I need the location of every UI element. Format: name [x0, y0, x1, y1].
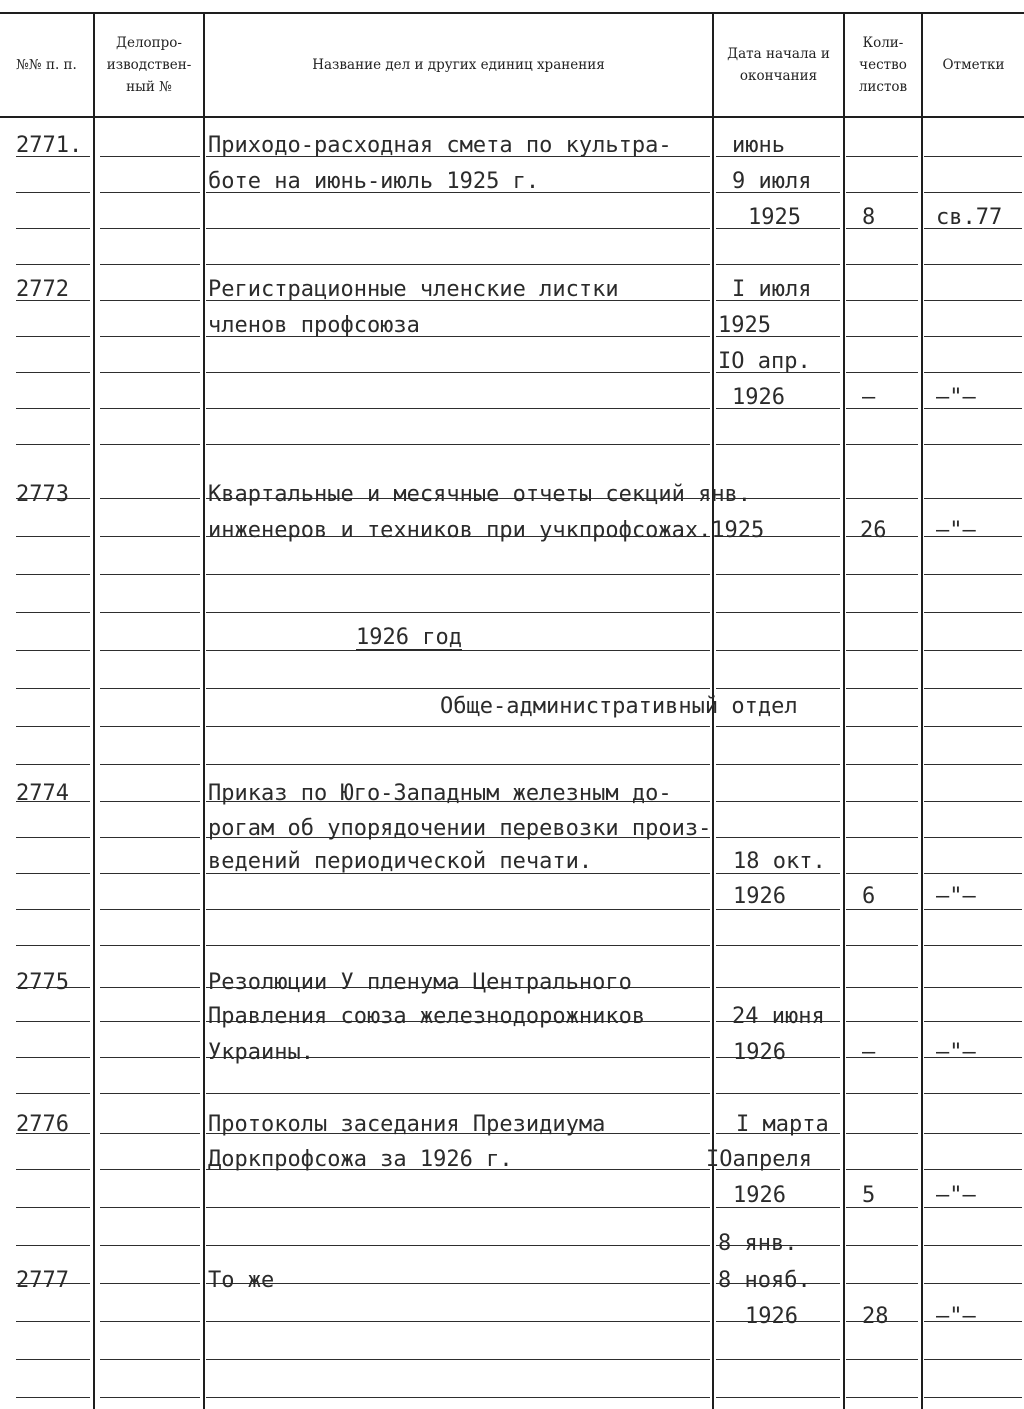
ruled-line — [16, 1397, 90, 1398]
ruled-line — [100, 1057, 200, 1058]
ruled-line — [16, 945, 90, 946]
ruled-line — [846, 1283, 918, 1284]
ruled-line — [716, 837, 840, 838]
ruled-line — [846, 726, 918, 727]
ruled-line — [924, 1021, 1022, 1022]
ruled-line — [716, 650, 840, 651]
entry-title-line: членов профсоюза — [208, 313, 420, 338]
entry-date: I марта — [736, 1112, 829, 1137]
ruled-line — [100, 300, 200, 301]
ruled-line — [206, 1359, 710, 1360]
section-year-heading: 1926 год — [356, 625, 462, 650]
ruled-line — [16, 408, 90, 409]
ruled-line — [716, 1093, 840, 1094]
ruled-line — [206, 264, 710, 265]
ruled-line — [924, 1283, 1022, 1284]
entry-notes: –"– — [936, 884, 976, 909]
ruled-line — [846, 1169, 918, 1170]
ruled-line — [846, 1359, 918, 1360]
header-number: №№ п. п. — [16, 57, 77, 73]
ruled-line — [716, 612, 840, 613]
ruled-line — [206, 1321, 710, 1322]
ruled-line — [16, 764, 90, 765]
ruled-line — [100, 945, 200, 946]
ruled-line — [16, 650, 90, 651]
ruled-line — [100, 837, 200, 838]
ruled-line — [100, 1397, 200, 1398]
ruled-line — [206, 1397, 710, 1398]
column-divider — [203, 12, 205, 1409]
ruled-line — [846, 1133, 918, 1134]
ruled-line — [100, 536, 200, 537]
column-divider — [921, 12, 923, 1409]
ruled-line — [100, 1283, 200, 1284]
ruled-line — [16, 1245, 90, 1246]
entry-date: 8 янв. — [718, 1231, 798, 1256]
ruled-line — [924, 612, 1022, 613]
entry-date: 1926 — [745, 1304, 798, 1329]
ruled-line — [16, 536, 90, 537]
ruled-line — [716, 1397, 840, 1398]
entry-date: 1926 — [732, 385, 785, 410]
entry-date: 1926 — [733, 1040, 786, 1065]
ruled-line — [924, 987, 1022, 988]
ruled-line — [206, 228, 710, 229]
ruled-line — [100, 909, 200, 910]
ruled-line — [846, 300, 918, 301]
ruled-line — [100, 1169, 200, 1170]
ruled-line — [206, 1207, 710, 1208]
entry-sheet-count: – — [862, 385, 876, 410]
entry-date: 1926 — [733, 884, 786, 909]
ruled-line — [924, 1093, 1022, 1094]
ruled-line — [16, 192, 90, 193]
ruled-line — [206, 688, 710, 689]
header-title: Название дел и других единиц хранения — [312, 57, 605, 73]
entry-date: I июля — [732, 277, 812, 302]
entry-number: 2773 — [16, 482, 69, 507]
ruled-line — [16, 1207, 90, 1208]
ruled-line — [16, 909, 90, 910]
entry-date: 8 нояб. — [718, 1268, 811, 1293]
entry-title-line: Резолюции У пленума Центрального — [208, 970, 632, 995]
ruled-line — [100, 408, 200, 409]
ruled-line — [846, 444, 918, 445]
entry-title-line: Украины. — [208, 1040, 314, 1065]
ruled-line — [100, 1093, 200, 1094]
header-sheet-count: Коли- чество листов — [858, 35, 908, 95]
entry-title-line: боте на июнь-июль 1925 г. — [208, 169, 540, 194]
ruled-line — [16, 1057, 90, 1058]
ruled-line — [846, 408, 918, 409]
entry-notes: –"– — [936, 1183, 976, 1208]
ruled-line — [716, 264, 840, 265]
ruled-line — [16, 1093, 90, 1094]
ruled-line — [924, 1397, 1022, 1398]
header-office-number: Делопро- изводствен- ный № — [106, 35, 192, 95]
ruled-line — [16, 726, 90, 727]
ruled-line — [846, 909, 918, 910]
ruled-line — [16, 228, 90, 229]
ruled-line — [846, 228, 918, 229]
ruled-line — [206, 1245, 710, 1246]
entry-sheet-count: 8 — [862, 205, 876, 230]
entry-date: 1925 — [718, 313, 771, 338]
entry-sheet-count: 5 — [862, 1183, 876, 1208]
entry-title-line: рогам об упорядочении перевозки произ- — [208, 816, 712, 841]
entry-sheet-count: 26 — [860, 518, 887, 543]
ruled-line — [100, 264, 200, 265]
entry-date: IOапреля — [706, 1147, 812, 1172]
ruled-line — [924, 688, 1022, 689]
entry-title-line: инженеров и техников при учкпрофсожах.1925 — [208, 518, 765, 543]
ruled-line — [16, 444, 90, 445]
ruled-line — [846, 264, 918, 265]
entry-sheet-count: 28 — [862, 1304, 889, 1329]
entry-number: 2775 — [16, 970, 69, 995]
ruled-line — [846, 688, 918, 689]
entry-notes: св.77 — [936, 205, 1003, 230]
ruled-line — [924, 764, 1022, 765]
entry-title-line: Квартальные и месячные отчеты секций янв. — [208, 482, 752, 507]
ruled-line — [924, 1169, 1022, 1170]
ruled-line — [100, 1245, 200, 1246]
ruled-line — [16, 873, 90, 874]
ruled-line — [716, 945, 840, 946]
ruled-line — [100, 612, 200, 613]
ruled-line — [846, 764, 918, 765]
ruled-line — [16, 336, 90, 337]
ruled-line — [100, 764, 200, 765]
ruled-line — [100, 1021, 200, 1022]
ruled-line — [846, 987, 918, 988]
entry-date: 9 июля — [732, 169, 812, 194]
ruled-line — [206, 574, 710, 575]
ruled-line — [100, 726, 200, 727]
ruled-line — [924, 192, 1022, 193]
entry-title-line: Доркпрофсожа за 1926 г. — [208, 1147, 513, 1172]
ruled-line — [100, 1321, 200, 1322]
ruled-line — [846, 372, 918, 373]
ruled-line — [846, 1245, 918, 1246]
entry-title-line: ведений периодической печати. — [208, 849, 593, 874]
ruled-line — [16, 837, 90, 838]
ruled-line — [100, 801, 200, 802]
ruled-line — [716, 1359, 840, 1360]
entry-title-line: Регистрационные членские листки — [208, 277, 619, 302]
entry-number: 2776 — [16, 1112, 69, 1137]
entry-notes: –"– — [936, 1304, 976, 1329]
ruled-line — [206, 444, 710, 445]
ruled-line — [924, 498, 1022, 499]
ruled-line — [716, 987, 840, 988]
ruled-line — [846, 837, 918, 838]
ruled-line — [100, 1359, 200, 1360]
ruled-line — [846, 1021, 918, 1022]
entry-date: 24 июня — [732, 1004, 825, 1029]
ruled-line — [100, 987, 200, 988]
ruled-line — [100, 574, 200, 575]
ruled-line — [100, 336, 200, 337]
ruled-line — [846, 192, 918, 193]
ruled-line — [100, 444, 200, 445]
ruled-line — [206, 408, 710, 409]
ruled-line — [16, 574, 90, 575]
ruled-line — [924, 1133, 1022, 1134]
ruled-line — [100, 228, 200, 229]
ruled-line — [846, 1207, 918, 1208]
ruled-line — [924, 156, 1022, 157]
ruled-line — [716, 801, 840, 802]
header-bottom-border — [0, 116, 1024, 118]
ruled-line — [846, 336, 918, 337]
ruled-line — [16, 1321, 90, 1322]
ruled-line — [16, 1021, 90, 1022]
ruled-line — [846, 945, 918, 946]
entry-notes: –"– — [936, 1040, 976, 1065]
ruled-line — [100, 156, 200, 157]
entry-notes: –"– — [936, 518, 976, 543]
ruled-line — [206, 372, 710, 373]
ruled-line — [206, 764, 710, 765]
ruled-line — [924, 264, 1022, 265]
ruled-line — [846, 498, 918, 499]
ruled-line — [16, 688, 90, 689]
ruled-line — [716, 764, 840, 765]
ruled-line — [924, 372, 1022, 373]
ruled-line — [716, 444, 840, 445]
ruled-line — [924, 726, 1022, 727]
ruled-line — [16, 264, 90, 265]
entry-date: IO апр. — [718, 349, 811, 374]
entry-sheet-count: 6 — [862, 884, 876, 909]
ruled-line — [924, 650, 1022, 651]
ruled-line — [206, 945, 710, 946]
column-divider — [843, 12, 845, 1409]
ruled-line — [206, 909, 710, 910]
ruled-line — [100, 688, 200, 689]
entry-date: 1926 — [733, 1183, 786, 1208]
entry-number: 2772 — [16, 277, 69, 302]
ruled-line — [206, 612, 710, 613]
entry-title-line: Приказ по Юго-Западным железным до- — [208, 781, 672, 806]
ruled-line — [16, 372, 90, 373]
ruled-line — [16, 1169, 90, 1170]
ruled-line — [716, 688, 840, 689]
ruled-line — [716, 574, 840, 575]
ruled-line — [846, 574, 918, 575]
ruled-line — [924, 574, 1022, 575]
ruled-line — [206, 726, 710, 727]
ruled-line — [846, 801, 918, 802]
entry-notes: –"– — [936, 385, 976, 410]
ruled-line — [16, 612, 90, 613]
ruled-line — [100, 1133, 200, 1134]
column-divider — [93, 12, 95, 1409]
entry-title-line: Правления союза железнодорожников — [208, 1004, 646, 1029]
entry-number: 2771. — [16, 133, 83, 158]
ruled-line — [716, 726, 840, 727]
ruled-line — [924, 945, 1022, 946]
ruled-line — [100, 873, 200, 874]
ruled-line — [846, 1397, 918, 1398]
ruled-line — [100, 372, 200, 373]
entry-sheet-count: – — [862, 1040, 876, 1065]
ruled-line — [924, 336, 1022, 337]
ruled-line — [924, 801, 1022, 802]
header-dates: Дата начала и окончания — [727, 46, 830, 84]
ruled-line — [100, 1207, 200, 1208]
ruled-line — [924, 300, 1022, 301]
entry-number: 2774 — [16, 781, 69, 806]
ruled-line — [846, 873, 918, 874]
top-border — [0, 12, 1024, 14]
entry-title-line: Протоколы заседания Президиума — [208, 1112, 606, 1137]
section-department-heading: Обще-административный отдел — [440, 694, 798, 719]
entry-date: 1925 — [748, 205, 801, 230]
ruled-line — [924, 837, 1022, 838]
ruled-line — [924, 1245, 1022, 1246]
entry-title-line: То же — [208, 1268, 275, 1293]
entry-date: 18 окт. — [733, 849, 826, 874]
ruled-line — [846, 650, 918, 651]
entry-date: июнь — [732, 133, 785, 158]
ruled-line — [16, 1359, 90, 1360]
entry-title-line: Приходо-расходная смета по культра- — [208, 133, 672, 158]
entry-number: 2777 — [16, 1268, 69, 1293]
ruled-line — [924, 444, 1022, 445]
ruled-line — [100, 498, 200, 499]
ruled-line — [100, 650, 200, 651]
ruled-line — [846, 1093, 918, 1094]
ruled-line — [100, 192, 200, 193]
ruled-line — [846, 1057, 918, 1058]
ruled-line — [846, 612, 918, 613]
ruled-line — [206, 1283, 710, 1284]
header-notes: Отметки — [942, 57, 1005, 73]
ruled-line — [924, 1359, 1022, 1360]
ruled-line — [924, 873, 1022, 874]
ruled-line — [846, 156, 918, 157]
ruled-line — [206, 1093, 710, 1094]
